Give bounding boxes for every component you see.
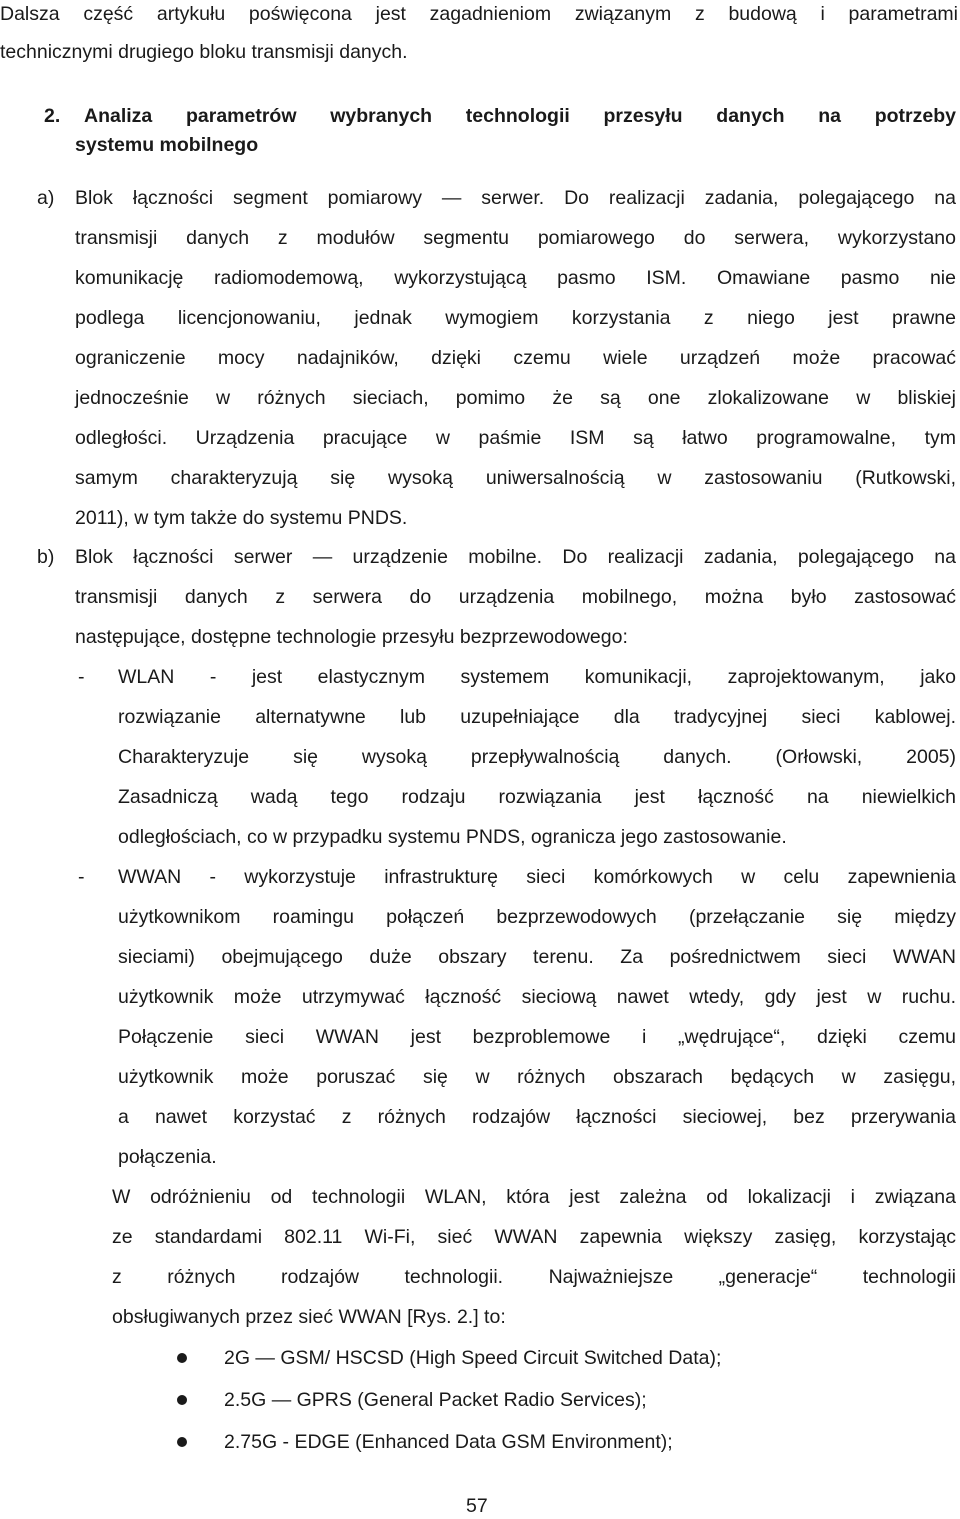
list-item-line: użytkownik może utrzymywać łączność sieciową nawet wtedy, gdy jest w ruchu. xyxy=(118,986,956,1008)
paragraph-line: z różnych rodzajów technologii. Najważniejsze „generacje“ technologii xyxy=(112,1266,956,1288)
list-item-line: użytkownikom roamingu połączeń bezprzewodowych (przełączanie się między xyxy=(118,906,956,928)
section-title: systemu mobilnego xyxy=(75,134,259,156)
list-item-line: WWAN - wykorzystuje infrastrukturę sieci komórkowych w celu zapewnienia xyxy=(118,866,956,888)
paragraph-line: odległości. Urządzenia pracujące w paśmie ISM są łatwo programowalne, tym xyxy=(75,427,956,449)
paragraph-line: Blok łączności serwer — urządzenie mobilne. Do realizacji zadania, polegającego na xyxy=(75,546,956,568)
bullet-icon xyxy=(177,1353,187,1363)
intro-line: Dalsza część artykułu poświęcona jest zagadnieniom związanym z budową i parametrami xyxy=(0,3,958,25)
paragraph-line: samym charakteryzują się wysoką uniwersalnością w zastosowaniu (Rutkowski, xyxy=(75,467,956,489)
page-number: 57 xyxy=(466,1495,488,1517)
bullet-item: 2.5G — GPRS (General Packet Radio Services); xyxy=(224,1389,647,1411)
list-item-line: rozwiązanie alternatywne lub uzupełniające dla tradycyjnej sieci kablowej. xyxy=(118,706,956,728)
list-item-line: a nawet korzystać z różnych rodzajów łączności sieciowej, bez przerywania xyxy=(118,1106,956,1128)
dash-marker: - xyxy=(78,666,85,688)
paragraph-line: jednocześnie w różnych sieciach, pomimo że są one zlokalizowane w bliskiej xyxy=(75,387,956,409)
list-item-line: użytkownik może poruszać się w różnych obszarach będących w zasięgu, xyxy=(118,1066,956,1088)
paragraph-line: ograniczenie mocy nadajników, dzięki czemu wiele urządzeń może pracować xyxy=(75,347,956,369)
paragraph-line: obsługiwanych przez sieć WWAN [Rys. 2.] to: xyxy=(112,1306,506,1328)
paragraph-line: transmisji danych z serwera do urządzenia mobilnego, można było zastosować xyxy=(75,586,956,608)
section-number: 2. xyxy=(44,105,61,127)
list-item-line: Charakteryzuje się wysoką przepływalnością danych. (Orłowski, 2005) xyxy=(118,746,956,768)
paragraph-line: W odróżnieniu od technologii WLAN, która jest zależna od lokalizacji i związana xyxy=(112,1186,956,1208)
list-marker-a: a) xyxy=(37,187,55,209)
paragraph-line: ze standardami 802.11 Wi-Fi, sieć WWAN zapewnia większy zasięg, korzystając xyxy=(112,1226,956,1248)
list-item-line: sieciami) obejmującego duże obszary terenu. Za pośrednictwem sieci WWAN xyxy=(118,946,956,968)
paragraph-line: podlega licencjonowaniu, jednak wymogiem korzystania z niego jest prawne xyxy=(75,307,956,329)
bullet-icon xyxy=(177,1437,187,1447)
paragraph-line: następujące, dostępne technologie przesyłu bezprzewodowego: xyxy=(75,626,628,648)
list-item-line: połączenia. xyxy=(118,1146,217,1168)
paragraph-line: Blok łączności segment pomiarowy — serwer. Do realizacji zadania, polegającego na xyxy=(75,187,956,209)
paragraph-line: komunikację radiomodemową, wykorzystującą pasmo ISM. Omawiane pasmo nie xyxy=(75,267,956,289)
bullet-icon xyxy=(177,1395,187,1405)
paragraph-line: 2011), w tym także do systemu PNDS. xyxy=(75,507,408,529)
list-item-line: Zasadniczą wadą tego rodzaju rozwiązania jest łączność na niewielkich xyxy=(118,786,956,808)
intro-line: technicznymi drugiego bloku transmisji danych. xyxy=(0,41,408,63)
list-item-line: WLAN - jest elastycznym systemem komunikacji, zaprojektowanym, jako xyxy=(118,666,956,688)
dash-marker: - xyxy=(78,866,85,888)
section-title: Analiza parametrów wybranych technologii przesyłu danych na potrzeby xyxy=(84,105,956,127)
bullet-item: 2G — GSM/ HSCSD (High Speed Circuit Switched Data); xyxy=(224,1347,722,1369)
list-item-line: Połączenie sieci WWAN jest bezproblemowe i „wędrujące“, dzięki czemu xyxy=(118,1026,956,1048)
bullet-item: 2.75G - EDGE (Enhanced Data GSM Environment); xyxy=(224,1431,673,1453)
list-marker-b: b) xyxy=(37,546,55,568)
list-item-line: odległościach, co w przypadku systemu PNDS, ogranicza jego zastosowanie. xyxy=(118,826,787,848)
paragraph-line: transmisji danych z modułów segmentu pomiarowego do serwera, wykorzystano xyxy=(75,227,956,249)
